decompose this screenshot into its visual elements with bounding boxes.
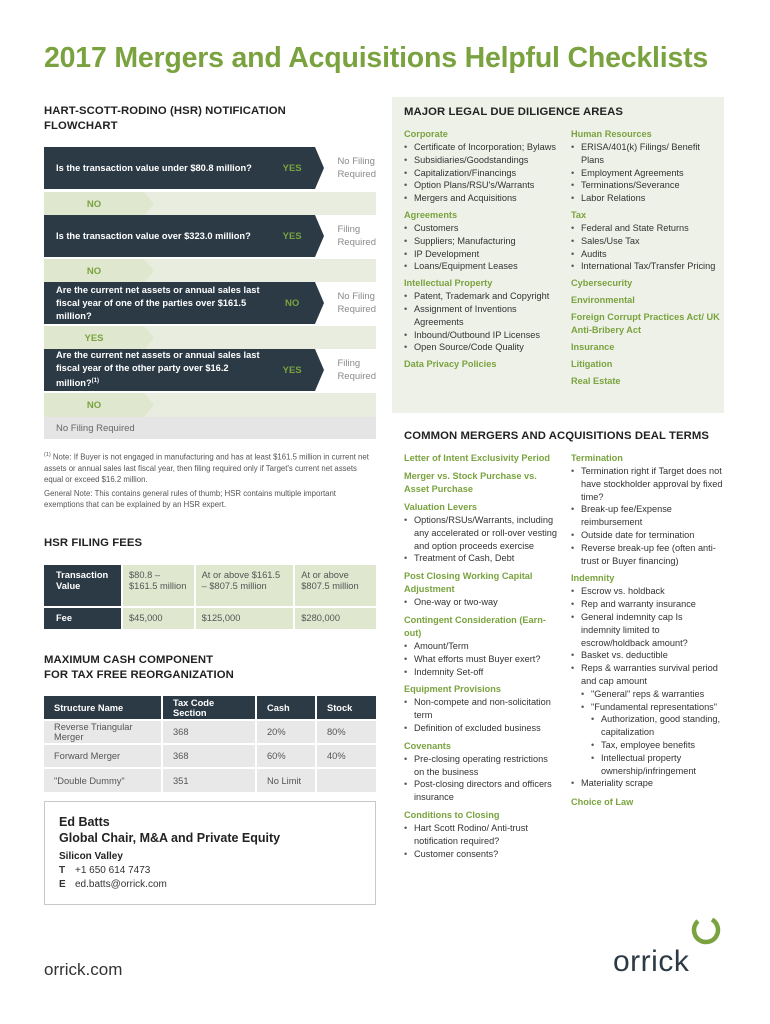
section-list: [404, 640, 559, 678]
fees-cell: $125,000: [195, 607, 295, 629]
list-item: • Basket vs. deductible: [571, 649, 723, 662]
cash-col-header: Structure Name: [44, 696, 162, 720]
cash-col-header: Cash: [256, 696, 316, 720]
list-item: • Open Source/Code Quality: [404, 341, 564, 354]
list-item: • Customers: [404, 222, 564, 235]
list-item: • Authorization, good standing, capitalization: [571, 713, 723, 739]
diligence-heading: MAJOR LEGAL DUE DILIGENCE AREAS: [404, 106, 624, 118]
cash-col-header: Tax Code Section: [162, 696, 256, 720]
section-title: Merger vs. Stock Purchase vs. Asset Purchase: [404, 471, 537, 494]
section-title: Human Resources: [571, 129, 652, 139]
flow-result: Filing Required: [315, 215, 376, 257]
section: [404, 683, 559, 734]
flow-question-text: Are the current net assets or annual sales last fiscal year of one of the parties over $161.5 million?: [44, 282, 269, 324]
section-title: Covenants: [404, 740, 451, 751]
section: [571, 209, 721, 273]
section-list: [571, 585, 723, 790]
section-title: Agreements: [404, 209, 458, 220]
section-list: [404, 596, 559, 609]
list-item: • Patent, Trademark and Copyright: [404, 290, 564, 303]
fees-cell: $45,000: [122, 607, 195, 629]
section: [404, 358, 564, 371]
contact-email: E ed.batts@orrick.com: [59, 879, 167, 890]
terms-column-1: [404, 452, 559, 860]
list-item: • Pre-closing operating restrictions on the business: [404, 753, 559, 779]
list-item: • Audits: [571, 248, 721, 261]
contact-role: Global Chair, M&A and Private Equity: [59, 831, 281, 845]
section-list: [571, 222, 721, 273]
section-list: [404, 514, 559, 565]
section-title: Valuation Levers: [404, 502, 478, 512]
section-list: [404, 696, 559, 734]
flow-question-1: [44, 147, 376, 189]
cash-col-header: Stock: [316, 696, 376, 720]
section-title: Equipment Provisions: [404, 684, 501, 695]
hsr-general-note: General Note: This contains general rules of thumb; HSR contains multiple important exemptions that can be explained by an HSR expert.: [44, 489, 336, 509]
section: [571, 375, 721, 388]
contact-phone: T +1 650 614 7473: [59, 865, 151, 876]
terms-heading: COMMON MERGERS AND ACQUISITIONS DEAL TERMS: [404, 430, 710, 442]
section-list: [404, 822, 559, 860]
section: [571, 572, 723, 790]
table-row: Forward Merger 368 60% 40%: [44, 744, 376, 768]
list-item: • Inbound/Outbound IP Licenses: [404, 329, 564, 342]
flow-branch-3: [44, 326, 376, 350]
section-title: Intellectual Property: [404, 278, 493, 289]
list-item: • Certificate of Incorporation; Bylaws: [404, 141, 564, 154]
fees-cell: At or above $161.5 – $807.5 million: [195, 565, 295, 607]
section: [404, 277, 564, 354]
section-title: Termination: [571, 453, 623, 463]
fees-row-fee: [44, 607, 376, 629]
flow-result: No Filing Required: [315, 147, 376, 189]
section-list: [404, 141, 564, 205]
section-title: Letter of Intent Exclusivity Period: [404, 453, 551, 463]
list-item: • IP Development: [404, 248, 564, 261]
list-item: • Subsidiaries/Goodstandings: [404, 154, 564, 167]
section-title: Cybersecurity: [571, 278, 633, 289]
list-item: • ERISA/401(k) Filings/ Benefit Plans: [571, 141, 721, 167]
list-item: • Post-closing directors and officers insurance: [404, 778, 559, 804]
list-item: • Options/RSUs/Warrants, including any accelerated or roll-over vesting and option proceeds exercise: [404, 514, 559, 552]
list-item: • Suppliers; Manufacturing: [404, 235, 564, 248]
list-item: • Federal and State Returns: [571, 222, 721, 235]
list-item: • Loans/Equipment Leases: [404, 260, 564, 273]
section-title: Post Closing Working Capital Adjustment: [404, 571, 533, 595]
section-list: [571, 465, 723, 567]
fees-row-transaction: [44, 565, 376, 607]
list-item: • Terminations/Severance: [571, 179, 721, 192]
flow-question-4: [44, 349, 376, 391]
list-item: • Reps & warranties survival period and cap amount: [571, 662, 723, 688]
section: [404, 452, 559, 465]
page-title: 2017 Mergers and Acquisitions Helpful Checklists: [44, 42, 709, 74]
fees-cell: $280,000: [294, 607, 376, 629]
list-item: • Mergers and Acquisitions: [404, 192, 564, 205]
section-list: [404, 290, 564, 354]
list-item: • Labor Relations: [571, 192, 721, 205]
list-item: • Sales/Use Tax: [571, 235, 721, 248]
fees-row-label: Fee: [44, 607, 122, 629]
list-item: • Treatment of Cash, Debt: [404, 552, 559, 565]
section: [571, 341, 721, 354]
terms-column-2: [571, 452, 723, 809]
section: [571, 294, 721, 307]
flow-answer: YES: [269, 349, 316, 391]
section: [571, 277, 721, 290]
diligence-column-1: [404, 128, 564, 371]
flow-branch-label: NO: [44, 393, 144, 417]
section: [404, 809, 559, 860]
section-list: [571, 141, 721, 205]
list-item: • Termination right if Target does not have stockholder approval by fixed time?: [571, 465, 723, 503]
flow-question-3: [44, 282, 376, 324]
flow-result: No Filing Required: [315, 282, 376, 324]
contact-card: [44, 801, 376, 905]
section: [571, 311, 721, 337]
list-item: • "Fundamental representations": [571, 701, 723, 714]
list-item: • Indemnity Set-off: [404, 666, 559, 679]
flow-branch-4: [44, 393, 376, 417]
list-item: • Materiality scrape: [571, 777, 723, 790]
fees-cell: $80.8 – $161.5 million: [122, 565, 195, 607]
section-title: Environmental: [571, 295, 635, 306]
list-item: • Escrow vs. holdback: [571, 585, 723, 598]
section: [404, 614, 559, 678]
flow-branch-2: [44, 259, 376, 283]
list-item: • Reverse break-up fee (often anti-trust or Buyer financing): [571, 542, 723, 568]
cash-table: [44, 696, 376, 792]
list-item: • Rep and warranty insurance: [571, 598, 723, 611]
list-item: • Break-up fee/Expense reimbursement: [571, 503, 723, 529]
section-title: Data Privacy Policies: [404, 359, 497, 370]
section: [404, 501, 559, 565]
section: [404, 128, 564, 205]
flow-answer: YES: [269, 215, 316, 257]
cash-header-row: [44, 696, 376, 720]
table-row: "Double Dummy" 351 No Limit: [44, 768, 376, 792]
hsr-flowchart: [44, 0, 376, 1024]
fees-row-label: Transaction Value: [44, 565, 122, 607]
flow-branch-label: NO: [44, 259, 144, 283]
flow-question-text: Is the transaction value over $323.0 million?: [44, 215, 269, 257]
table-row: Reverse Triangular Merger 368 20% 80%: [44, 720, 376, 744]
section-title: Foreign Corrupt Practices Act/ UK Anti-Bribery Act: [571, 312, 720, 336]
flow-answer: YES: [269, 147, 316, 189]
section-title: Real Estate: [571, 376, 621, 387]
diligence-column-2: [571, 128, 721, 388]
section: [571, 358, 721, 371]
list-item: • Hart Scott Rodino/ Anti-trust notification required?: [404, 822, 559, 848]
list-item: • Customer consents?: [404, 848, 559, 861]
list-item: • Definition of excluded business: [404, 722, 559, 735]
list-item: • Employment Agreements: [571, 167, 721, 180]
section: [404, 209, 564, 273]
section-title: Corporate: [404, 129, 448, 139]
section-title: Insurance: [571, 342, 615, 353]
section-title: Litigation: [571, 359, 613, 370]
flow-result: Filing Required: [315, 349, 376, 391]
flow-branch-1: [44, 192, 376, 216]
flow-question-text: Is the transaction value under $80.8 million?: [44, 147, 269, 189]
section: [571, 452, 723, 567]
list-item: • Outside date for termination: [571, 529, 723, 542]
list-item: • Capitalization/Financings: [404, 167, 564, 180]
contact-name: Ed Batts: [59, 815, 110, 829]
list-item: • Assignment of Inventions Agreements: [404, 303, 564, 329]
cash-heading: MAXIMUM CASH COMPONENT FOR TAX FREE REORGANIZATION: [44, 654, 234, 681]
flow-branch-label: YES: [44, 326, 144, 350]
list-item: • Option Plans/RSU's/Warrants: [404, 179, 564, 192]
section: [404, 570, 559, 609]
section-title: Contingent Consideration (Earn-out): [404, 614, 546, 638]
section: [404, 470, 559, 496]
section-title: Tax: [571, 209, 587, 220]
fees-cell: At or above $807.5 million: [294, 565, 376, 607]
orrick-logo-text: orrick: [613, 945, 690, 978]
hsr-footnote: $^{(1)}$ Note: If Buyer is not engaged in manufacturing and has at least $161.5 million in current net assets or annual sales last fiscal year, then filing required only if Target's current net assets equal or exceed $16.2 million.: [44, 452, 369, 484]
list-item: • Tax, employee benefits: [571, 739, 723, 752]
list-item: • One-way or two-way: [404, 596, 559, 609]
fees-table: [44, 565, 376, 629]
list-item: • International Tax/Transfer Pricing: [571, 260, 721, 273]
flow-final-result: No Filing Required: [44, 417, 376, 439]
section: [571, 128, 721, 205]
website-link[interactable]: orrick.com: [44, 960, 123, 979]
section-list: [404, 753, 559, 804]
list-item: • General indemnity cap Is indemnity limited to escrow/holdback amount?: [571, 611, 723, 649]
section-list: [404, 222, 564, 273]
section-title: Choice of Law: [571, 797, 634, 808]
list-item: • What efforts must Buyer exert?: [404, 653, 559, 666]
section: [404, 740, 559, 804]
list-item: • Non-compete and non-solicitation term: [404, 696, 559, 722]
list-item: • Amount/Term: [404, 640, 559, 653]
list-item: • "General" reps & warranties: [571, 688, 723, 701]
list-item: • Intellectual property ownership/infringement: [571, 752, 723, 778]
fees-heading: HSR FILING FEES: [44, 537, 143, 549]
section-title: Conditions to Closing: [404, 809, 500, 820]
section-title: Indemnity: [571, 573, 615, 584]
hsr-heading: HART-SCOTT-RODINO (HSR) NOTIFICATION FLOWCHART: [44, 105, 286, 132]
flow-branch-label: NO: [44, 192, 144, 216]
flow-answer: NO: [269, 282, 316, 324]
flow-question-2: [44, 215, 376, 257]
contact-location: Silicon Valley: [59, 851, 123, 862]
flow-question-text: Are the current net assets or annual sales last fiscal year of the other party over $16.2 million?$^{(1)}$: [44, 349, 269, 391]
